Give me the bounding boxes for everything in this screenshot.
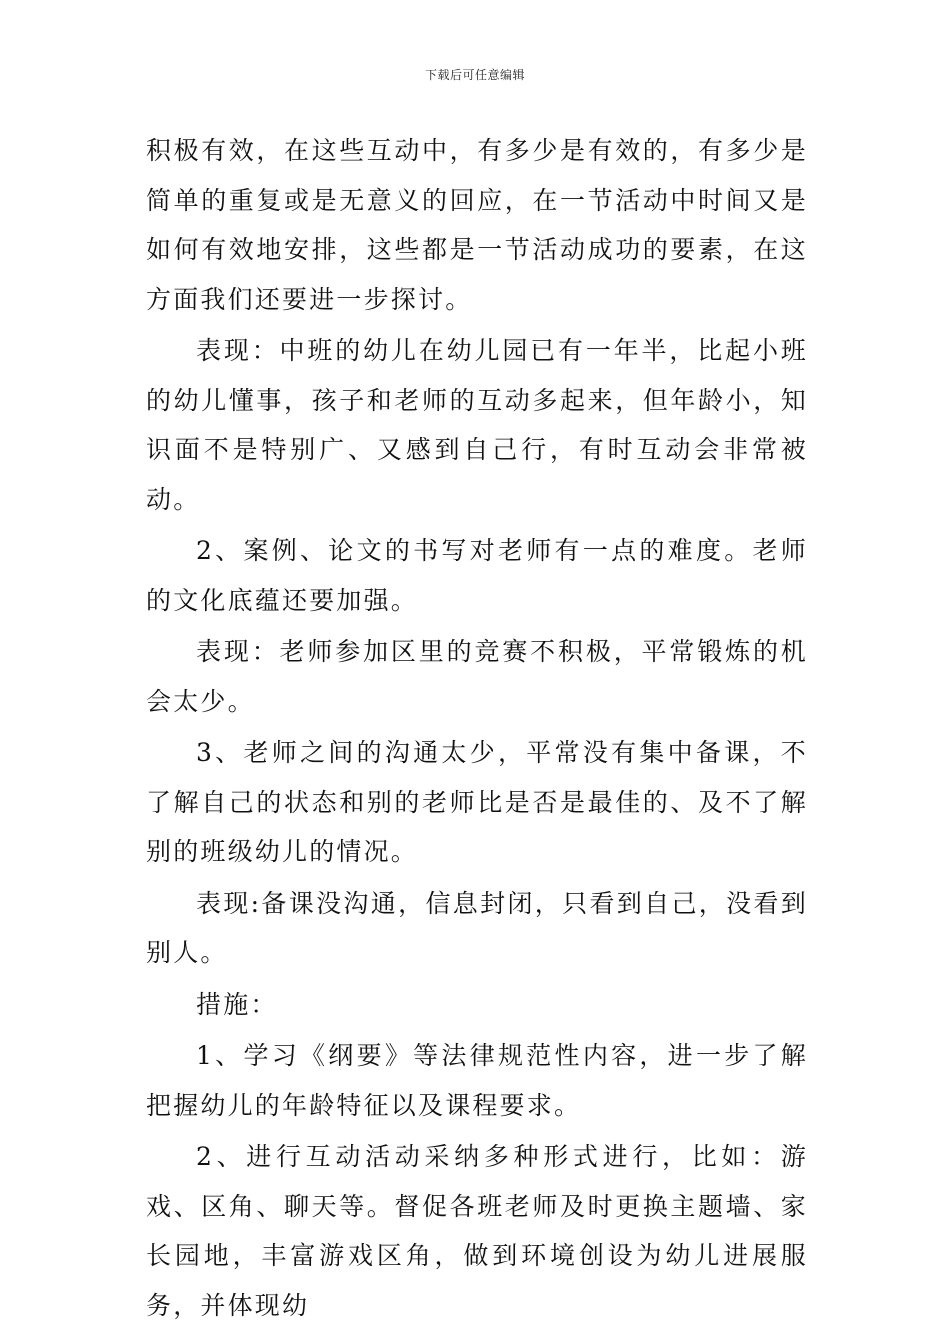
paragraph-measure-2: 2、进行互动活动采纳多种形式进行，比如：游戏、区角、聊天等。督促各班老师及时更换主题墙、家长园地，丰富游戏区角，做到环境创设为幼儿进展服务，并体现幼 — [146, 1142, 808, 1320]
paragraph-issue-3: 3、老师之间的沟通太少，平常没有集中备课，不了解自己的状态和别的老师比是否是最佳的、及不了解别的班级幼儿的情况。 — [146, 738, 808, 866]
document-body — [146, 126, 808, 1332]
paragraph-measures-heading: 措施： — [196, 989, 278, 1019]
header-note: 下载后可任意编辑 — [424, 68, 525, 82]
paragraph-performance-2: 表现：老师参加区里的竞赛不积极，平常锻炼的机会太少。 — [146, 637, 808, 716]
paragraph-issue-2: 2、案例、论文的书写对老师有一点的难度。老师的文化底蕴还要加强。 — [146, 536, 808, 615]
paragraph-continuation: 积极有效，在这些互动中，有多少是有效的，有多少是简单的重复或是无意义的回应，在一节活动中时间又是如何有效地安排，这些都是一节活动成功的要素，在这方面我们还要进一步探讨。 — [146, 136, 808, 314]
paragraph-measure-1: 1、学习《纲要》等法律规范性内容，进一步了解把握幼儿的年龄特征以及课程要求。 — [146, 1041, 808, 1120]
paragraph-performance-3: 表现:备课没沟通，信息封闭，只看到自己，没看到别人。 — [146, 888, 808, 967]
paragraph-performance-1: 表现：中班的幼儿在幼儿园已有一年半，比起小班的幼儿懂事，孩子和老师的互动多起来，但年龄小，知识面不是特别广、又感到自己行，有时互动会非常被动。 — [146, 336, 808, 514]
